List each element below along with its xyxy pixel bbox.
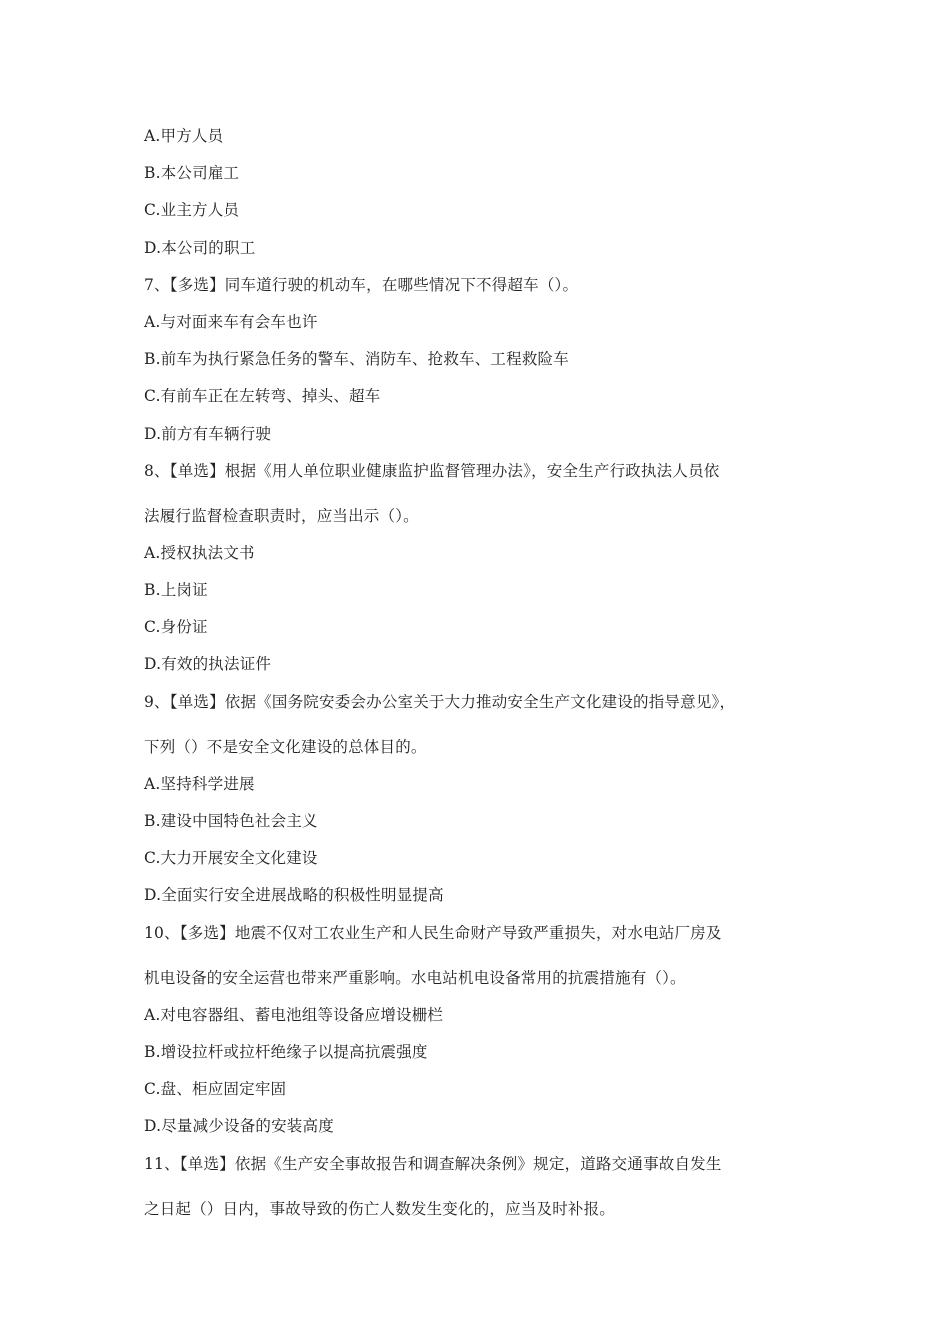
q6-option-c: C.业主方人员 xyxy=(144,201,240,220)
q10-option-a: A.对电容器组、蓄电池组等设备应增设栅栏 xyxy=(144,1005,444,1024)
q9-option-c: C.大力开展安全文化建设 xyxy=(144,849,318,868)
q6-option-a: A.甲方人员 xyxy=(144,127,224,145)
q10-option-b: B.增设拉杆或拉杆绝缘子以提高抗震强度 xyxy=(144,1042,428,1061)
q10-stem-line2: 机电设备的安全运营也带来严重影响。水电站机电设备常用的抗震措施有（）。 xyxy=(144,968,686,987)
q6-option-b: B.本公司雇工 xyxy=(144,164,240,183)
q7-option-a: A.与对面来车有会车也许 xyxy=(144,312,318,331)
q8-option-d: D.有效的执法证件 xyxy=(144,655,272,674)
q10-option-c: C.盘、柜应固定牢固 xyxy=(144,1080,287,1099)
q10-option-d: D.尽量减少设备的安装高度 xyxy=(144,1117,334,1136)
q8-option-c: C.身份证 xyxy=(144,618,208,637)
q8-option-b: B.上岗证 xyxy=(144,581,208,600)
q11-stem-line2: 之日起（）日内，事故导致的伤亡人数发生变化的，应当及时补报。 xyxy=(144,1199,616,1218)
q7-option-b: B.前车为执行紧急任务的警车、消防车、抢救车、工程救险车 xyxy=(144,350,569,369)
q10-stem-line1: 10、【多选】地震不仅对工农业生产和人民生命财产导致严重损失，对水电站厂房及 xyxy=(144,923,722,942)
q7-option-d: D.前方有车辆行驶 xyxy=(144,424,272,443)
q7-option-c: C.有前车正在左转弯、掉头、超车 xyxy=(144,387,381,406)
q8-stem-line2: 法履行监督检查职责时，应当出示（）。 xyxy=(144,506,419,525)
q7-stem: 7、【多选】同车道行驶的机动车，在哪些情况下不得超车（）。 xyxy=(144,275,579,294)
q11-stem-line1: 11、【单选】依据《生产安全事故报告和调查解决条例》规定，道路交通事故自发生 xyxy=(144,1154,722,1173)
q9-option-b: B.建设中国特色社会主义 xyxy=(144,812,318,830)
q8-option-a: A.授权执法文书 xyxy=(144,543,255,562)
q9-option-d: D.全面实行安全进展战略的积极性明显提高 xyxy=(144,886,444,905)
question-list xyxy=(144,122,824,1232)
q8-stem-line1: 8、【单选】根据《用人单位职业健康监护监督管理办法》，安全生产行政执法人员依 xyxy=(144,461,720,480)
q9-option-a: A.坚持科学进展 xyxy=(144,774,255,793)
q9-stem-line1: 9、【单选】依据《国务院安委会办公室关于大力推动安全生产文化建设的指导意见》， xyxy=(144,692,736,711)
q9-stem-line2: 下列（）不是安全文化建设的总体目的。 xyxy=(144,737,427,756)
q6-option-d: D.本公司的职工 xyxy=(144,238,256,257)
